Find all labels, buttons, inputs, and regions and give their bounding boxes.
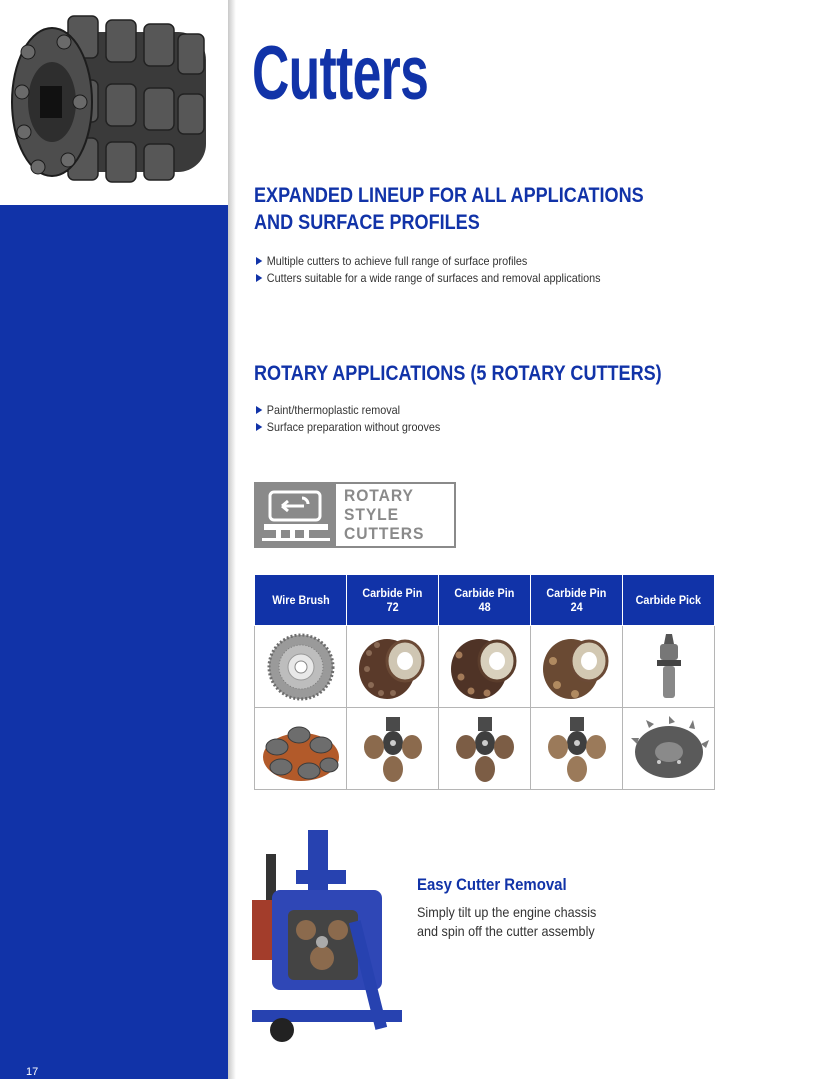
column-header-carbide-pin-72: Carbide Pin 72 (347, 575, 439, 626)
column-header-carbide-pin-24: Carbide Pin 24 (531, 575, 623, 626)
cutter-drum-photo (8, 2, 220, 200)
feature-title: Easy Cutter Removal (417, 875, 567, 894)
table-row (255, 708, 715, 790)
page-title: Cutters (252, 31, 429, 116)
column-header-wire-brush: Wire Brush (255, 575, 347, 626)
list-item: Paint/thermoplastic removal (256, 402, 440, 419)
wire-brush-cutter-image (255, 626, 347, 708)
table-header-row (255, 575, 715, 626)
machine-cutter-removal-photo (252, 830, 410, 1042)
rotary-style-badge (254, 482, 456, 548)
column-header-carbide-pick: Carbide Pick (623, 575, 715, 626)
rotary-bullet-list (256, 402, 440, 436)
carbide-pin-24-assembly-image (531, 708, 623, 790)
lineup-heading-line2: AND SURFACE PROFILES (254, 211, 480, 234)
sidebar-shadow (228, 0, 236, 1079)
badge-label: ROTARY STYLE CUTTERS (344, 486, 425, 543)
lineup-bullet-list (256, 253, 601, 287)
wire-brush-assembly-image (255, 708, 347, 790)
lineup-heading-line1: EXPANDED LINEUP FOR ALL APPLICATIONS (254, 184, 644, 207)
table-row (255, 626, 715, 708)
carbide-pin-48-assembly-image (439, 708, 531, 790)
list-item: Surface preparation without grooves (256, 419, 440, 436)
blue-sidebar (0, 205, 228, 1079)
carbide-pin-48-image (439, 626, 531, 708)
page-number: 17 (26, 1066, 39, 1078)
rotary-rotation-icon (256, 484, 336, 546)
cutter-table (254, 574, 715, 790)
carbide-pick-image (623, 626, 715, 708)
list-item: Multiple cutters to achieve full range of surface profiles (256, 253, 601, 270)
rotary-heading: ROTARY APPLICATIONS (5 ROTARY CUTTERS) (254, 362, 662, 385)
list-item: Cutters suitable for a wide range of surfaces and removal applications (256, 270, 601, 287)
feature-description: Simply tilt up the engine chassis and spin off the cutter assembly (417, 904, 597, 939)
carbide-pick-drum-image (623, 708, 715, 790)
carbide-pin-72-image (347, 626, 439, 708)
carbide-pin-72-assembly-image (347, 708, 439, 790)
column-header-carbide-pin-48: Carbide Pin 48 (439, 575, 531, 626)
carbide-pin-24-image (531, 626, 623, 708)
